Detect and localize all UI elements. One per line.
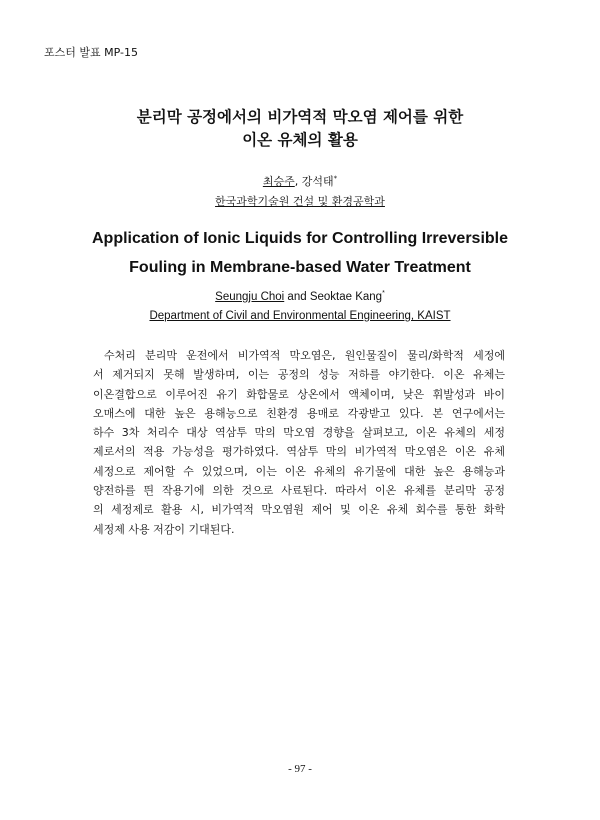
english-title — [0, 224, 600, 282]
abstract-line: 의 세정제로 활용 시, 비가역적 막오염원 제어 및 이온 유체 회수를 통한 화학 — [93, 503, 505, 517]
abstract-line: 하수 3차 처리수 대상 역삼투 막의 막오염 경향을 살펴보고, 이온 유체의 세정 — [93, 426, 505, 440]
korean-corresponding-mark: * — [333, 174, 338, 183]
english-corresponding-mark: * — [382, 290, 385, 297]
english-author-1: Seungju Choi — [215, 290, 285, 303]
english-author-conjunction: and — [284, 290, 310, 303]
english-affiliation: Department of Civil and Environmental Engineering, KAIST — [149, 310, 451, 322]
abstract-line: 이온결합으로 이루어진 유기 화합물로 상온에서 액체이며, 낮은 휘발성과 바이 — [93, 387, 505, 401]
korean-author-1: 최승주 — [262, 175, 295, 188]
english-title-line-2: Fouling in Membrane-based Water Treatment — [129, 259, 471, 276]
english-author-2: Seoktae Kang — [309, 290, 383, 303]
page-number: - 97 - — [288, 763, 312, 775]
korean-title-line-1: 분리막 공정에서의 비가역적 막오염 제어를 위한 — [136, 108, 464, 126]
english-authors — [0, 290, 600, 303]
korean-title — [0, 106, 600, 152]
korean-author-2: 강석태 — [301, 175, 334, 188]
session-label: 포스터 발표 MP-15 — [44, 46, 138, 59]
abstract-line: 수처리 분리막 운전에서 비가역적 막오염은, 원인물질이 물리/화학적 세정에 — [104, 349, 505, 362]
abstract-line: 세정제 사용 저감이 기대된다. — [93, 522, 235, 536]
abstract-line: 서 제거되지 못해 발생하며, 이는 공정의 성능 저하를 야기한다. 이온 유체는 — [93, 368, 505, 382]
english-title-line-1: Application of Ionic Liquids for Controlling Irreversible — [91, 230, 509, 247]
korean-author-separator: , — [294, 175, 302, 188]
korean-affiliation: 한국과학기술원 건설 및 환경공학과 — [215, 195, 385, 208]
abstract-line: 오매스에 대한 높은 용해능으로 친환경 용매로 각광받고 있다. 본 연구에서는 — [93, 406, 505, 420]
korean-authors — [0, 173, 600, 189]
abstract-line: 세정으로 제어할 수 있었으며, 이는 이온 유체의 유기물에 대한 높은 용해능과 — [93, 464, 505, 478]
abstract-line: 양전하를 띈 작용기에 의한 것으로 사료된다. 따라서 이온 유체를 분리막 공정 — [93, 484, 505, 498]
abstract-line: 제로서의 적용 가능성을 평가하였다. 역삼투 막의 비가역적 막오염은 이온 유체 — [93, 445, 505, 459]
abstract-body — [93, 346, 505, 539]
korean-title-line-2: 이온 유체의 활용 — [242, 131, 358, 149]
